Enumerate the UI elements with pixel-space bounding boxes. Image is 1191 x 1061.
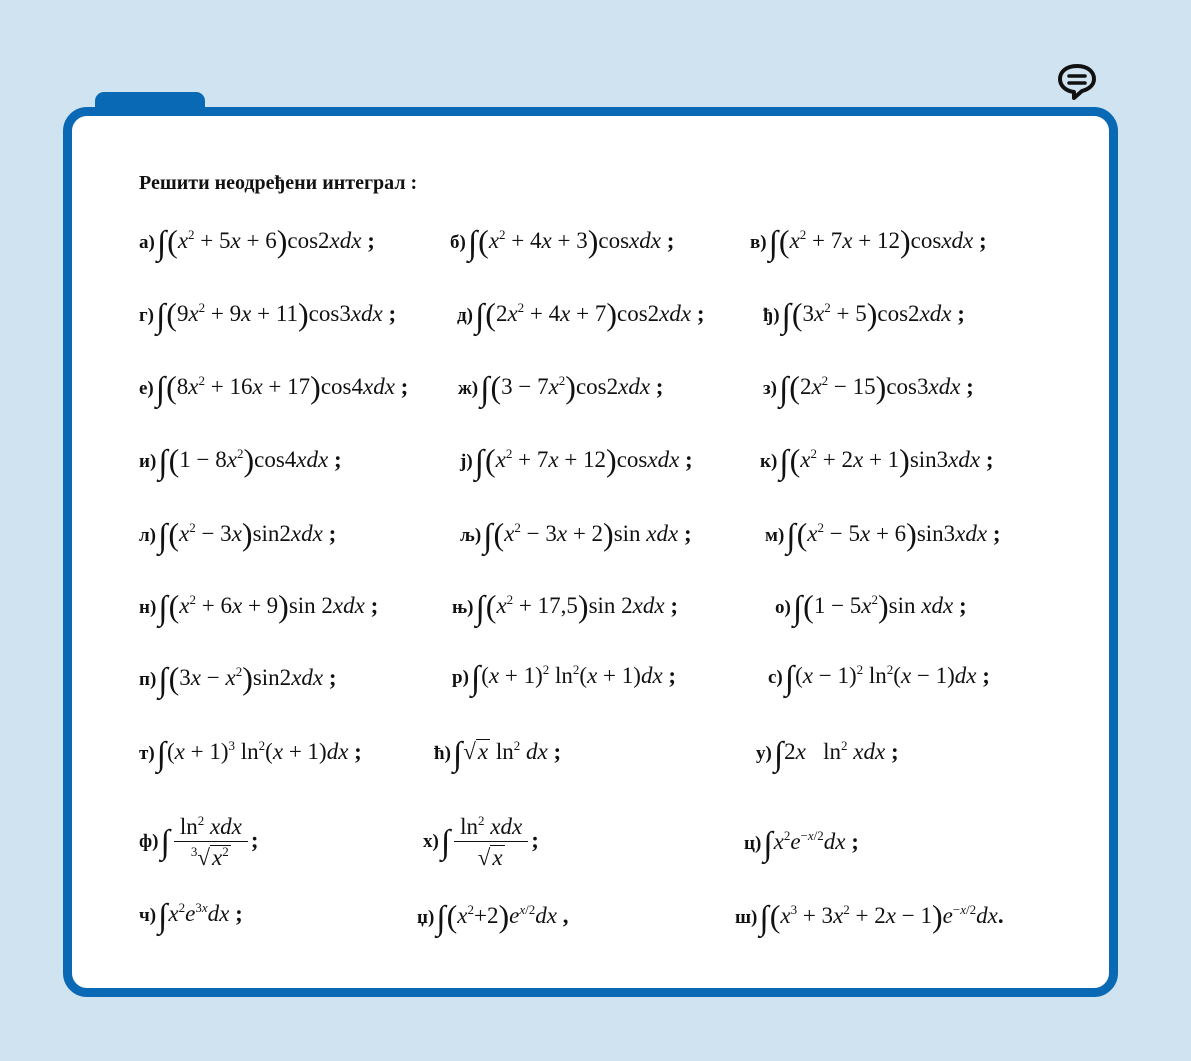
problem-h: х)∫ $\frac{\ln^2 xdx}{√x}$ ; [423, 813, 539, 870]
problem-lj: $љ)\int(x^2 - 3x + 2)\sin$ xdx ; [460, 516, 692, 555]
problem-p: $п)\int(3x - x^2)\sin 2xdx$ ; [139, 660, 337, 699]
problem-v: $в)\int(x^2 + 7x$ + 12)cosxdx ; [750, 223, 987, 262]
problem-d: $д)\int(2x^2 + 4x + 7)\cos 2xdx$ ; [457, 296, 705, 335]
problem-f: ф)∫ $\frac{\ln^2 xdx}{^3√x^2}$ ; [139, 813, 259, 870]
problem-s: $с)\int(x - 1)^2$ $\ln^2(x - 1)dx$ ; [768, 660, 990, 697]
problem-i: $и)\int(1 - 8x^2)\cos 4xdx$ ; [139, 442, 342, 481]
problem-tj: ћ)∫√x $\ln^2$ dx ; [434, 736, 562, 773]
problem-l: $л)\int(x^2 - 3x)\sin 2xdx$ ; [139, 516, 337, 555]
problem-g: $г)\int(9x^2 + 9x + 11)\cos 3xdx$ ; [139, 296, 397, 335]
problem-j: $ј)\int(x^2 + 7x$ + 12)cosxdx ; [460, 442, 693, 481]
problem-ch: $ч)\int x^2e^{3x}dx$ ; [139, 898, 243, 935]
problem-n: $н)\int(x^2 + 6x + 9)\sin$ 2xdx ; [139, 588, 379, 627]
problem-c: $ц)\int x^2e^{-x/2}dx$ ; [744, 826, 859, 863]
page-heading: Решити неодређени интеграл : [139, 172, 418, 194]
chat-bubble-icon[interactable] [1057, 62, 1097, 102]
problem-dj: $ђ)\int(3x^2 + 5)\cos 2xdx$ ; [763, 296, 965, 335]
problem-z: $з)\int(2x^2 - 15)\cos 3xdx$ ; [763, 369, 974, 408]
problem-a: $а)\int(x^2 + 5x + 6)\cos 2xdx$ ; [139, 223, 375, 262]
problem-k: $к)\int(x^2 + 2x + 1)\sin 3xdx$ ; [760, 442, 994, 481]
problem-r: $р)\int(x + 1)^2$ $\ln^2(x + 1)dx$ ; [452, 660, 677, 697]
problem-o: $о)\int(1 - 5x^2)\sin$ xdx ; [775, 588, 967, 627]
problem-e: $е)\int(8x^2 + 16x + 17)\cos 4xdx$ ; [139, 369, 409, 408]
problem-u: у)∫2x $\ln^2$ xdx ; [756, 736, 899, 773]
problem-zh: $ж)\int(3 - 7x^2)\cos 2xdx$ ; [458, 369, 664, 408]
problem-b: $б)\int(x^2 + 4x$ + 3)cosxdx ; [450, 223, 675, 262]
problem-t: $т)\int(x + 1)^3$ $\ln^2(x + 1)dx$ ; [139, 736, 362, 773]
problem-dzh: $џ)\int(x^2+2)e^{x/2}dx$ , [417, 898, 569, 937]
problem-m: $м)\int(x^2 - 5x + 6)\sin 3xdx$ ; [765, 516, 1001, 555]
problem-nj: $њ)\int(x^2 + 17,5)\sin$ 2xdx ; [452, 588, 678, 627]
problem-sh: $ш)\int(x^3 + 3x^2 + 2x - 1)e^{-x/2}dx$. [735, 898, 1004, 937]
